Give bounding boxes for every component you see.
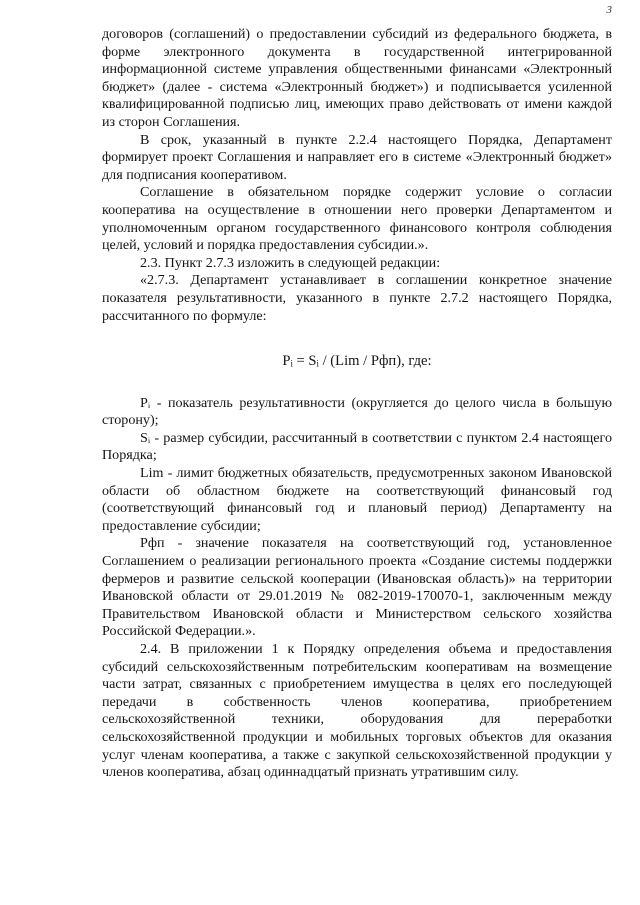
paragraph-clause-2-4: 2.4. В приложении 1 к Порядку определения объема и предоставления субсидий сельскохозяйственным потребительским кооперативам на возмещение части затрат, связанных с приобретением имущества в целях его последующей передачи в собственность членов кооператива, приобретением сельскохозяйственной техники, оборудования для переработки сельскохозяйственной продукции и мобильных торговых объектов для оказания услуг членам кооператива, а также с закупкой сельскохозяйственной продукции у членов кооператива, абзац одиннадцатый признать утратившим силу. bbox=[102, 641, 612, 781]
formula: Pᵢ = Sᵢ / (Lim / Pфп), где: bbox=[282, 353, 432, 370]
page-number: 3 bbox=[606, 4, 612, 16]
paragraph-clause-2-7-3: «2.7.3. Департамент устанавливает в соглашении конкретное значение показателя результативности, указанного в пункте 2.7.2 настоящего Порядка, рассчитанного по формуле: bbox=[102, 272, 612, 324]
definition-pfp: Pфп - значение показателя на соответствующий год, установленное Соглашением о реализации регионального проекта «Создание системы поддержки фермеров и развитие сельской кооперации (Ивановская область)» на территории Ивановской области от 29.01.2019 № 082-2019-170070-1, заключенным между Правительством Ивановской области и Министерством сельского хозяйства Российской Федерации.». bbox=[102, 535, 612, 640]
definition-si: Sᵢ - размер субсидии, рассчитанный в соответствии с пунктом 2.4 настоящего Порядка; bbox=[102, 429, 612, 464]
paragraph-deadline: В срок, указанный в пункте 2.2.4 настоящего Порядка, Департамент формирует проект Соглашения и направляет его в системе «Электронный бюджет» для подписания кооперативом. bbox=[102, 131, 612, 183]
definition-lim: Lim - лимит бюджетных обязательств, предусмотренных законом Ивановской области об областном бюджете на соответствующий финансовый год (соответствующий финансовый год и плановый период) Департаменту на предоставление субсидии; bbox=[102, 465, 612, 534]
paragraph-agreement-form: договоров (соглашений) о предоставлении субсидий из федерального бюджета, в форме электронного документа в государственной интегрированной информационной системе управления общественными финансами «Электронный бюджет» (далее - система «Электронный бюджет») и подписывается усиленной квалифицированной подписью лиц, имеющих право действовать от имени каждой из сторон Соглашения. bbox=[102, 26, 612, 130]
paragraph-consent-condition: Соглашение в обязательном порядке содержит условие о согласии кооператива на осуществление в отношении него проверки Департаментом и уполномоченным органом государственного финансового контроля соблюдения целей, условий и порядка предоставления субсидии.». bbox=[102, 184, 612, 254]
document-body bbox=[102, 26, 612, 782]
paragraph-clause-2-3: 2.3. Пункт 2.7.3 изложить в следующей редакции: bbox=[140, 254, 441, 271]
definition-pi: Pᵢ - показатель результативности (округляется до целого числа в большую сторону); bbox=[102, 394, 612, 429]
